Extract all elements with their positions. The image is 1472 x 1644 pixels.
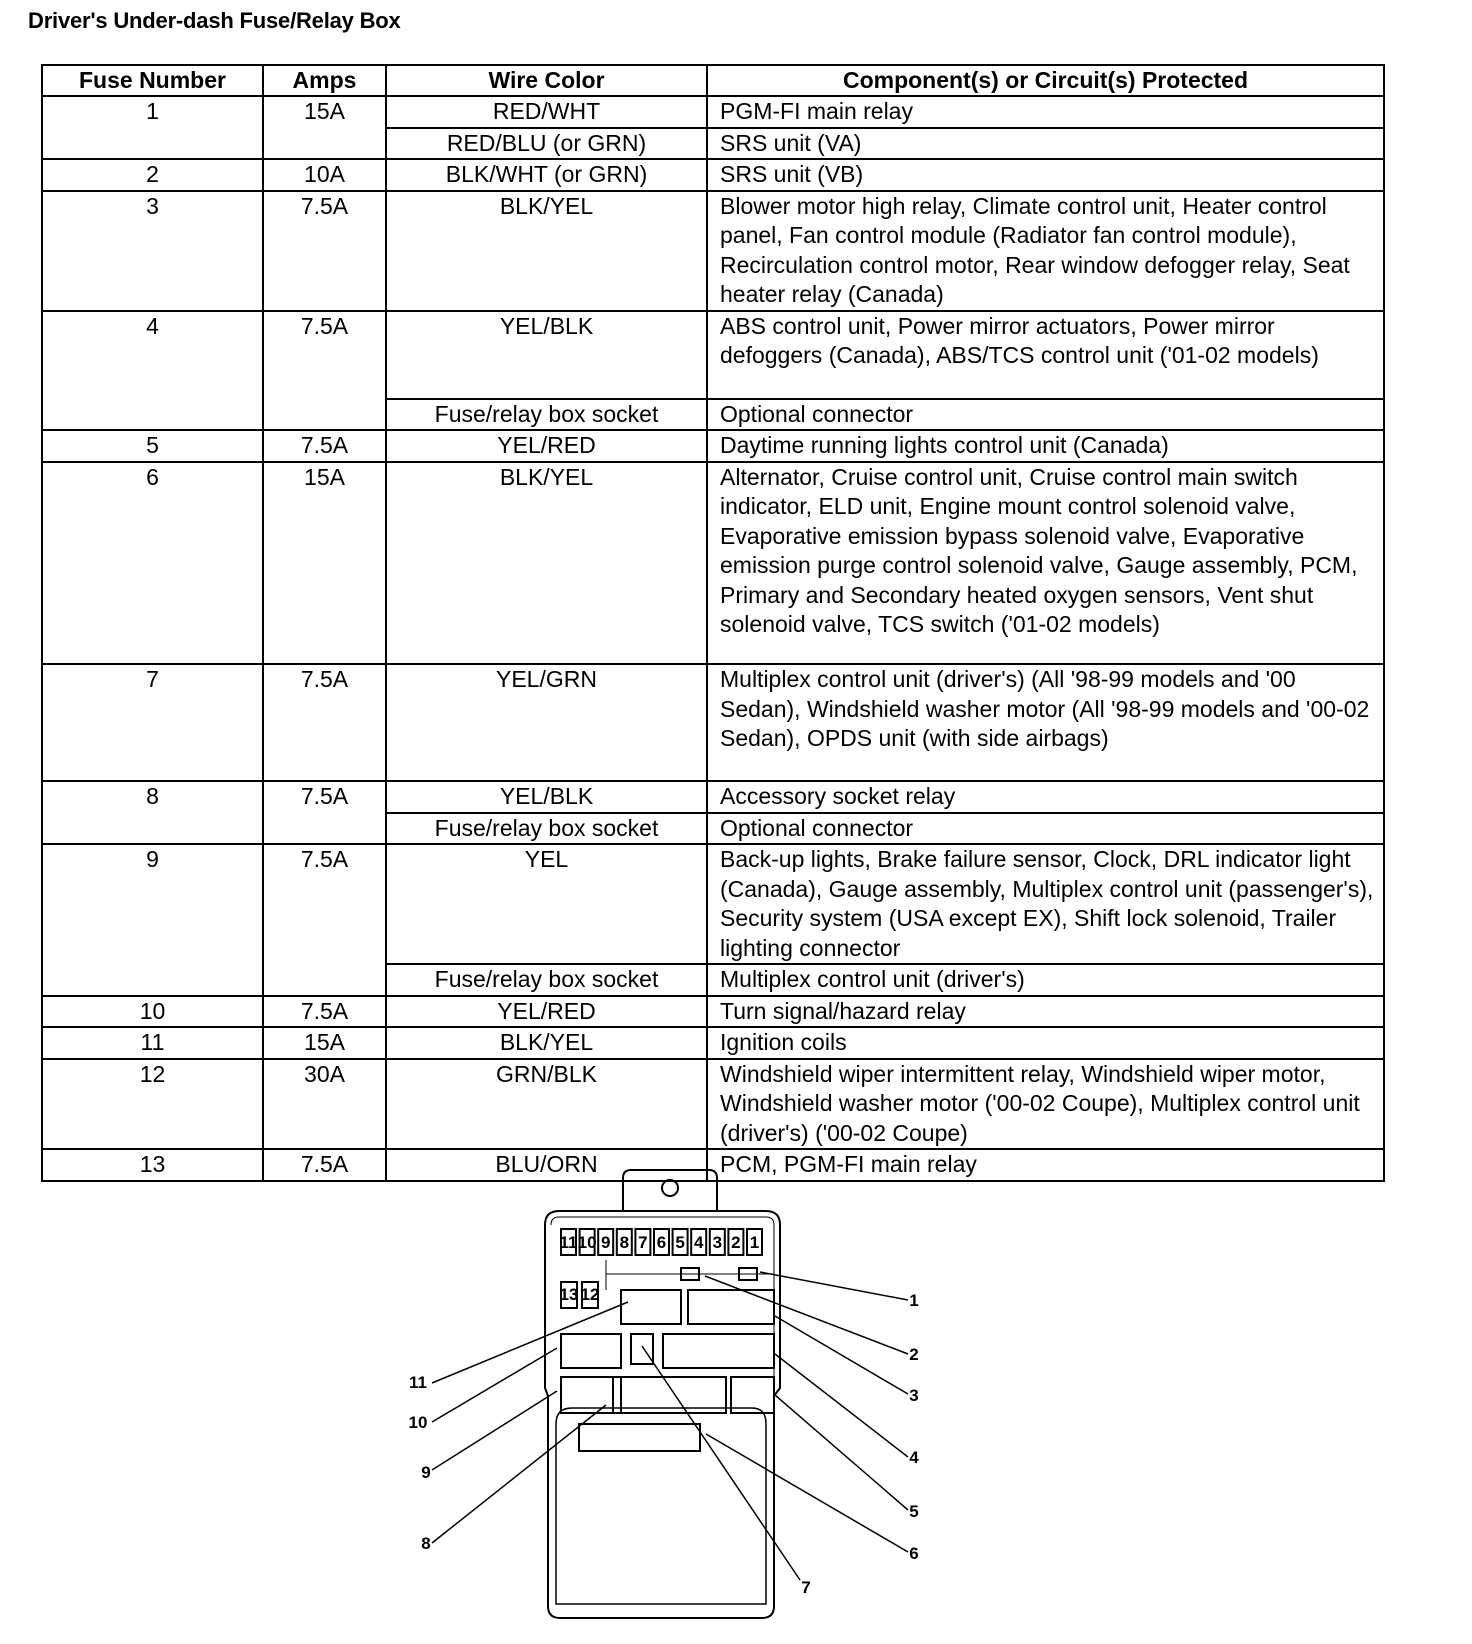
table-row bbox=[42, 311, 1384, 399]
callout-labels bbox=[409, 1291, 920, 1597]
table-row bbox=[42, 1027, 1384, 1059]
relay-socket-3 bbox=[663, 1334, 774, 1368]
fuse-number-cell: 9 bbox=[42, 844, 263, 964]
components-cell: ABS control unit, Power mirror actuators, Power mirror defoggers (Canada), ABS/TCS control unit ('01-02 models) bbox=[707, 311, 1384, 399]
wire-color-cell: YEL/RED bbox=[386, 996, 707, 1028]
fuse-slot-13 bbox=[561, 1282, 577, 1308]
wire-color-cell: YEL/BLK bbox=[386, 311, 707, 399]
amps-cell: 7.5A bbox=[263, 311, 386, 399]
header-fuse-number: Fuse Number bbox=[42, 65, 263, 96]
relay-socket-7 bbox=[631, 1334, 653, 1364]
callout-9: 9 bbox=[421, 1463, 431, 1482]
wire-color-cell: BLK/WHT (or GRN) bbox=[386, 159, 707, 191]
table-row bbox=[42, 399, 1384, 431]
mounting-hole bbox=[662, 1180, 678, 1196]
terminal-block-1 bbox=[739, 1268, 757, 1280]
amps-cell: 7.5A bbox=[263, 844, 386, 964]
fuse-number-cell bbox=[42, 399, 263, 431]
lower-slot-number: 13 bbox=[559, 1285, 579, 1304]
table-row bbox=[42, 1059, 1384, 1150]
fuse-slot-9 bbox=[598, 1229, 613, 1255]
fuse-number-cell: 12 bbox=[42, 1059, 263, 1150]
fuse-slot-3 bbox=[710, 1229, 725, 1255]
wire-color-cell: BLU/ORN bbox=[386, 1149, 707, 1181]
fuse-number-cell: 4 bbox=[42, 311, 263, 399]
components-cell: SRS unit (VB) bbox=[707, 159, 1384, 191]
table-row bbox=[42, 462, 1384, 665]
components-cell: Windshield wiper intermittent relay, Windshield wiper motor, Windshield washer motor ('00-02 Coupe), Multiplex control unit (driver's) ('00-02 Coupe) bbox=[707, 1059, 1384, 1150]
components-cell: Alternator, Cruise control unit, Cruise control main switch indicator, ELD unit, Engine mount control solenoid valve, Evaporative emission bypass solenoid valve, Evaporative emission purge control solenoid valve, Gauge assembly, PCM, Primary and Secondary heated oxygen sensors, Vent shut solenoid valve, TCS switch ('01-02 models) bbox=[707, 462, 1384, 665]
fuse-number-cell: 11 bbox=[42, 1027, 263, 1059]
amps-cell: 15A bbox=[263, 462, 386, 665]
fuse-slot-number: 11 bbox=[559, 1233, 578, 1252]
components-cell: Multiplex control unit (driver's) (All '98-99 models and '00 Sedan), Windshield washer motor (All '98-99 models and '00-02 Sedan), OPDS unit (with side airbags) bbox=[707, 664, 1384, 781]
fuse-slot-number: 6 bbox=[656, 1233, 667, 1252]
fuse-slot-11 bbox=[560, 1229, 578, 1255]
components-cell: Ignition coils bbox=[707, 1027, 1384, 1059]
amps-cell: 7.5A bbox=[263, 781, 386, 813]
wire-color-cell: GRN/BLK bbox=[386, 1059, 707, 1150]
amps-cell: 10A bbox=[263, 159, 386, 191]
relay-socket-6 bbox=[579, 1424, 700, 1451]
fuse-table bbox=[41, 64, 1385, 1182]
table-row bbox=[42, 664, 1384, 781]
callout-10: 10 bbox=[408, 1413, 428, 1432]
wire-color-cell: YEL/GRN bbox=[386, 664, 707, 781]
leader-lines bbox=[432, 1272, 908, 1580]
fuse-slot-number: 7 bbox=[638, 1233, 648, 1252]
fuse-slot-6 bbox=[654, 1229, 669, 1255]
header-amps: Amps bbox=[263, 65, 386, 96]
callout-8: 8 bbox=[421, 1534, 431, 1553]
fuse-slot-8 bbox=[617, 1229, 632, 1255]
callout-2: 2 bbox=[909, 1345, 919, 1364]
fuse-number-cell: 1 bbox=[42, 96, 263, 128]
fuse-slot-5 bbox=[673, 1229, 688, 1255]
fuse-number-cell: 8 bbox=[42, 781, 263, 813]
fuse-number-cell: 7 bbox=[42, 664, 263, 781]
fuse-number-cell: 10 bbox=[42, 996, 263, 1028]
housing-outline bbox=[545, 1211, 780, 1618]
components-cell: Blower motor high relay, Climate control unit, Heater control panel, Fan control module (Radiator fan control module), Recirculation control motor, Rear window defogger relay, Seat heater relay (Canada) bbox=[707, 191, 1384, 311]
table-row bbox=[42, 964, 1384, 996]
callout-4: 4 bbox=[909, 1448, 919, 1467]
fuse-number-cell: 5 bbox=[42, 430, 263, 462]
fuse-number-cell: 2 bbox=[42, 159, 263, 191]
fuse-number-cell: 6 bbox=[42, 462, 263, 665]
fuse-slot-1 bbox=[747, 1229, 762, 1255]
wire-color-cell: BLK/YEL bbox=[386, 462, 707, 665]
header-components: Component(s) or Circuit(s) Protected bbox=[707, 65, 1384, 96]
page-title: Driver's Under-dash Fuse/Relay Box bbox=[28, 8, 401, 33]
amps-cell: 30A bbox=[263, 1059, 386, 1150]
wire-color-cell: Fuse/relay box socket bbox=[386, 813, 707, 845]
fuse-slot-number: 1 bbox=[749, 1233, 760, 1252]
fuse-number-cell: 13 bbox=[42, 1149, 263, 1181]
callout-6: 6 bbox=[909, 1544, 919, 1563]
components-cell: SRS unit (VA) bbox=[707, 128, 1384, 160]
wire-color-cell: RED/BLU (or GRN) bbox=[386, 128, 707, 160]
fuse-slot-number: 4 bbox=[693, 1233, 704, 1252]
fuse-slot-number: 10 bbox=[577, 1233, 597, 1252]
header-wire-color: Wire Color bbox=[386, 65, 707, 96]
relay-socket-1 bbox=[688, 1290, 774, 1324]
wire-color-cell: BLK/YEL bbox=[386, 1027, 707, 1059]
lower-panel bbox=[556, 1408, 766, 1604]
amps-cell: 7.5A bbox=[263, 1149, 386, 1181]
wire-color-cell: BLK/YEL bbox=[386, 191, 707, 311]
components-cell: PGM-FI main relay bbox=[707, 96, 1384, 128]
amps-cell: 7.5A bbox=[263, 664, 386, 781]
amps-cell: 15A bbox=[263, 1027, 386, 1059]
amps-cell: 7.5A bbox=[263, 996, 386, 1028]
wire-color-cell: RED/WHT bbox=[386, 96, 707, 128]
callout-11: 11 bbox=[409, 1373, 427, 1392]
table-body bbox=[42, 96, 1384, 1181]
components-cell: Optional connector bbox=[707, 399, 1384, 431]
components-cell: PCM, PGM-FI main relay bbox=[707, 1149, 1384, 1181]
fuse-slot-number: 9 bbox=[600, 1233, 611, 1252]
fuse-number-cell bbox=[42, 964, 263, 996]
amps-cell: 7.5A bbox=[263, 430, 386, 462]
amps-cell bbox=[263, 964, 386, 996]
components-cell: Accessory socket relay bbox=[707, 781, 1384, 813]
relay-socket-4 bbox=[731, 1377, 774, 1413]
relay-socket-11 bbox=[621, 1290, 681, 1324]
table-row bbox=[42, 96, 1384, 128]
table-row bbox=[42, 781, 1384, 813]
fuse-number-cell bbox=[42, 128, 263, 160]
amps-cell: 7.5A bbox=[263, 191, 386, 311]
table-row bbox=[42, 430, 1384, 462]
fuse-number-cell bbox=[42, 813, 263, 845]
components-cell: Daytime running lights control unit (Canada) bbox=[707, 430, 1384, 462]
lower-slot-number: 12 bbox=[580, 1285, 600, 1304]
table-row bbox=[42, 1149, 1384, 1181]
wire-color-cell: YEL/BLK bbox=[386, 781, 707, 813]
table-row bbox=[42, 191, 1384, 311]
amps-cell bbox=[263, 813, 386, 845]
table-header-row bbox=[42, 65, 1384, 96]
callout-7: 7 bbox=[801, 1578, 811, 1597]
wire-color-cell: YEL bbox=[386, 844, 707, 964]
wire-color-cell: Fuse/relay box socket bbox=[386, 399, 707, 431]
components-cell: Turn signal/hazard relay bbox=[707, 996, 1384, 1028]
fuse-slot-4 bbox=[691, 1229, 706, 1255]
fuse-slot-number: 5 bbox=[675, 1233, 685, 1252]
fuse-slot-12 bbox=[582, 1282, 598, 1308]
amps-cell bbox=[263, 128, 386, 160]
components-cell: Multiplex control unit (driver's) bbox=[707, 964, 1384, 996]
fuse-slot-number: 8 bbox=[619, 1233, 630, 1252]
fuse-slot-number: 3 bbox=[712, 1233, 723, 1252]
fuse-slot-number: 2 bbox=[731, 1233, 741, 1252]
table-row bbox=[42, 128, 1384, 160]
fuse-slot-7 bbox=[635, 1229, 650, 1255]
callout-5: 5 bbox=[909, 1502, 919, 1521]
callout-1: 1 bbox=[909, 1291, 919, 1310]
wire-color-cell: YEL/RED bbox=[386, 430, 707, 462]
relay-socket-9 bbox=[561, 1377, 621, 1413]
fuse-slot-2 bbox=[728, 1229, 743, 1255]
wire-color-cell: Fuse/relay box socket bbox=[386, 964, 707, 996]
table-row bbox=[42, 813, 1384, 845]
relay-socket-10 bbox=[561, 1334, 621, 1368]
table-row bbox=[42, 844, 1384, 964]
fuse-number-cell: 3 bbox=[42, 191, 263, 311]
fuse-slot-row bbox=[560, 1229, 762, 1255]
components-cell: Back-up lights, Brake failure sensor, Clock, DRL indicator light (Canada), Gauge assembly, Multiplex control unit (passenger's), Security system (USA except EX), Shift lock solenoid, Trailer lighting connector bbox=[707, 844, 1384, 964]
callout-3: 3 bbox=[909, 1386, 919, 1405]
table-row bbox=[42, 996, 1384, 1028]
relay-socket-8 bbox=[613, 1377, 726, 1413]
terminal-block-2 bbox=[681, 1268, 699, 1280]
components-cell: Optional connector bbox=[707, 813, 1384, 845]
table-row bbox=[42, 159, 1384, 191]
fuse-slot-10 bbox=[578, 1229, 597, 1255]
amps-cell: 15A bbox=[263, 96, 386, 128]
amps-cell bbox=[263, 399, 386, 431]
